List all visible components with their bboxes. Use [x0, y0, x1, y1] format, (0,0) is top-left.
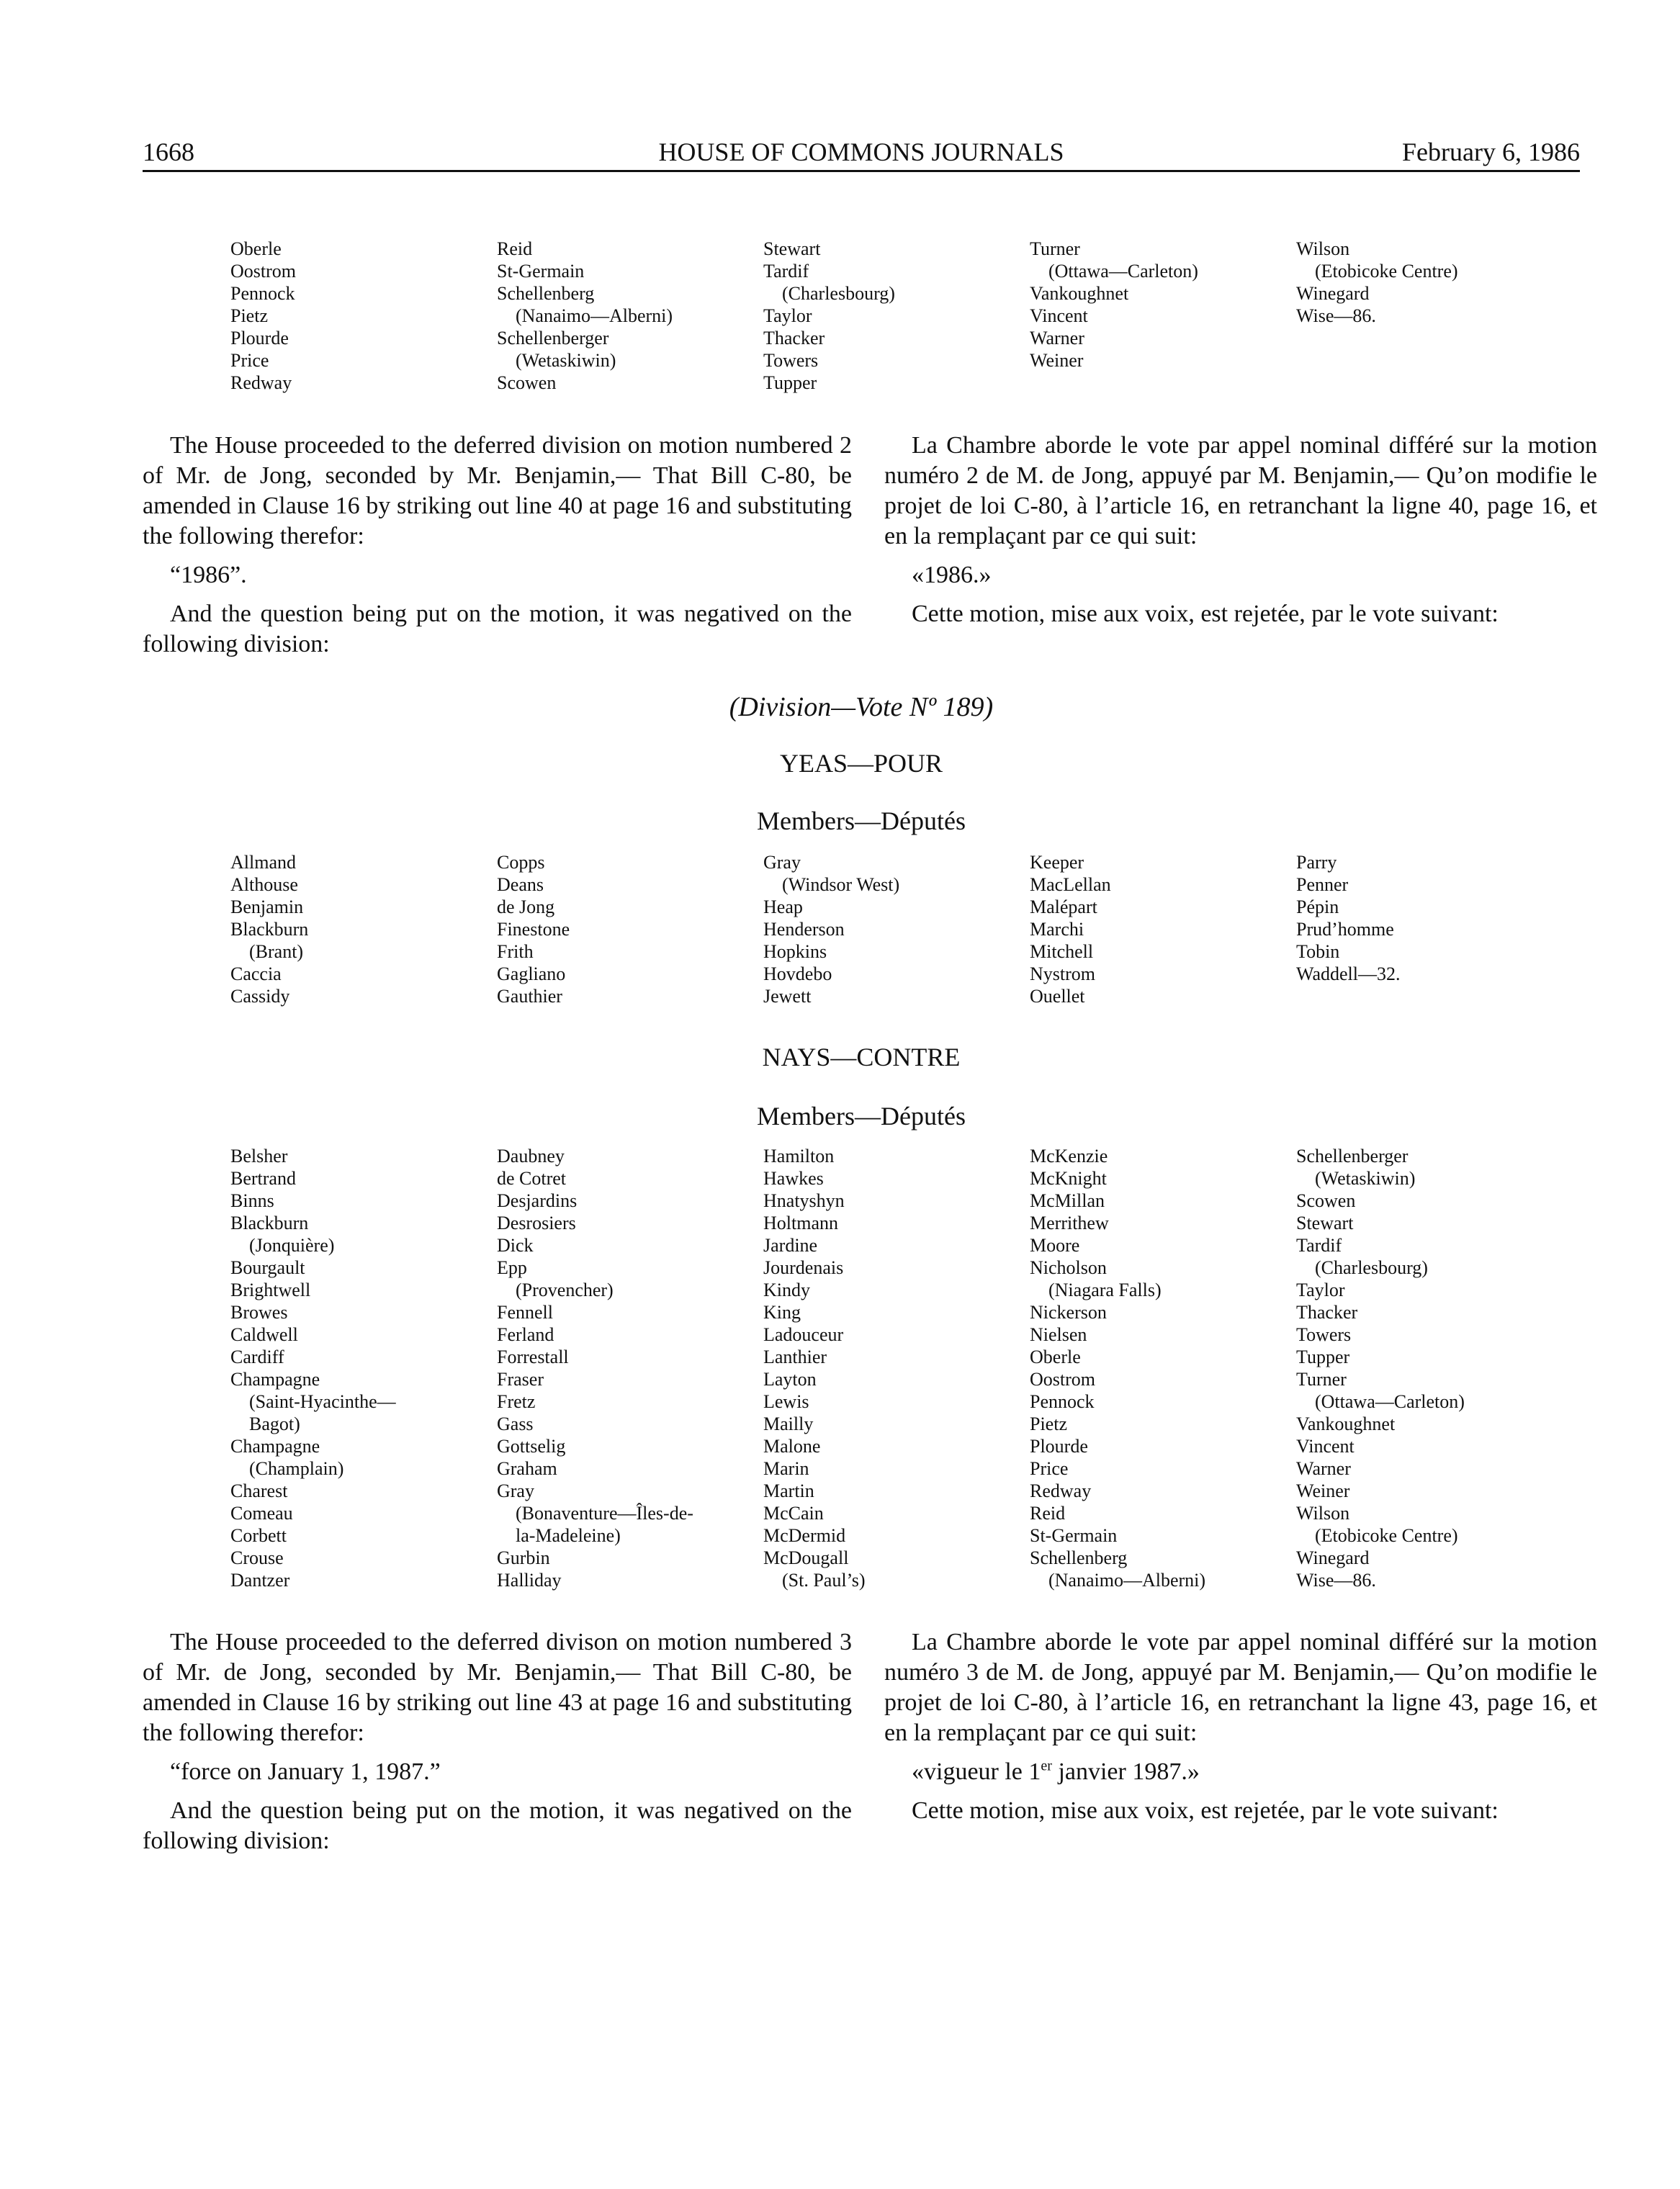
page-date: February 6, 1986 — [1402, 138, 1580, 166]
name-column — [230, 238, 482, 394]
member-name: Mailly — [763, 1413, 814, 1434]
yeas-heading: YEAS—POUR — [779, 749, 943, 778]
motion-3-fr-quote-start: «vigueur le 1 — [912, 1758, 1041, 1785]
member-name: Tardif — [763, 261, 809, 282]
member-name: Parry — [1296, 852, 1337, 873]
member-name: la-Madeleine) — [497, 1525, 621, 1546]
member-name: Towers — [1296, 1324, 1352, 1345]
member-name: Dantzer — [230, 1570, 290, 1591]
member-name: Wise—86. — [1296, 1570, 1376, 1591]
name-column — [763, 851, 1015, 1007]
member-name: Benjamin — [230, 896, 304, 917]
member-name: (Jonquière) — [230, 1235, 335, 1256]
motion-3-french — [884, 1627, 1597, 1826]
yeas-list — [230, 851, 1584, 1017]
member-name: Tobin — [1296, 941, 1340, 962]
member-name: Nickerson — [1030, 1302, 1107, 1323]
member-name: Corbett — [230, 1525, 287, 1546]
member-name: Vincent — [1030, 305, 1088, 326]
member-name: Marin — [763, 1458, 809, 1479]
member-name: Hawkes — [763, 1168, 824, 1189]
member-name: Redway — [1030, 1480, 1092, 1501]
name-column — [230, 1145, 482, 1591]
member-name: MacLellan — [1030, 874, 1111, 895]
member-name: Stewart — [763, 238, 821, 259]
member-name: Schellenberger — [497, 328, 609, 349]
member-name: Cassidy — [230, 986, 290, 1007]
member-name: Althouse — [230, 874, 298, 895]
member-name: Epp — [497, 1257, 527, 1278]
motion-2-en-text: The House proceeded to the deferred division on motion numbered 2 of Mr. de Jong, seconded by Mr. Benjamin,— That Bill C-80, be amended in Clause 16 by striking out line 40 at page 16 and substituting the following therefor: — [143, 432, 852, 549]
member-name: Gauthier — [497, 986, 562, 1007]
member-name: Caldwell — [230, 1324, 298, 1345]
member-name: (Windsor West) — [763, 874, 900, 895]
member-name: Turner — [1030, 238, 1080, 259]
member-name: Plourde — [1030, 1436, 1088, 1457]
member-name: Nielsen — [1030, 1324, 1087, 1345]
motion-3-en-text: The House proceeded to the deferred divison on motion numbered 3 of Mr. de Jong, seconded by Mr. Benjamin,— That Bill C-80, be amended in Clause 16 by striking out line 43 at page 16 and substituting the following therefor: — [143, 1629, 852, 1746]
motion-2-fr-quote: «1986.» — [912, 562, 992, 588]
member-name: Hovdebo — [763, 963, 832, 984]
member-name: Schellenberger — [1296, 1146, 1409, 1167]
member-name: de Jong — [497, 896, 555, 917]
nays-members-heading: Members—Députés — [757, 1102, 966, 1131]
member-name: (Ottawa—Carleton) — [1296, 1391, 1465, 1412]
name-column — [1296, 1145, 1548, 1591]
member-name: Wilson — [1296, 238, 1350, 259]
member-name: Wise—86. — [1296, 305, 1376, 326]
member-name: Dick — [497, 1235, 534, 1256]
member-name: Allmand — [230, 852, 296, 873]
name-column — [1296, 851, 1548, 985]
member-name: Oberle — [230, 238, 282, 259]
motion-2-french — [884, 431, 1597, 629]
member-name: Cardiff — [230, 1347, 284, 1367]
page-header — [143, 134, 1580, 172]
member-name: Heap — [763, 896, 803, 917]
member-name: Winegard — [1296, 1547, 1370, 1568]
member-name: Holtmann — [763, 1213, 838, 1233]
member-name: Layton — [763, 1369, 817, 1390]
member-name: Tardif — [1296, 1235, 1342, 1256]
member-name: Wilson — [1296, 1503, 1350, 1524]
name-column — [1296, 238, 1548, 327]
member-name: Desrosiers — [497, 1213, 576, 1233]
member-name: Champagne — [230, 1436, 320, 1457]
journal-title: HOUSE OF COMMONS JOURNALS — [658, 138, 1064, 166]
motion-3-fr-quote — [884, 1757, 1597, 1787]
motion-3-en-quote: “force on January 1, 1987.” — [170, 1758, 441, 1785]
member-name: Warner — [1030, 328, 1084, 349]
member-name: (Charlesbourg) — [763, 283, 895, 304]
member-name: Merrithew — [1030, 1213, 1109, 1233]
member-name: Frith — [497, 941, 534, 962]
member-name: Lanthier — [763, 1347, 827, 1367]
member-name: Gagliano — [497, 963, 566, 984]
member-name: Turner — [1296, 1369, 1347, 1390]
motion-3-fr-quote-superscript: er — [1041, 1758, 1052, 1774]
member-name: (Wetaskiwin) — [1296, 1168, 1416, 1189]
member-name: Daubney — [497, 1146, 565, 1167]
member-name: Vankoughnet — [1296, 1413, 1396, 1434]
member-name: Henderson — [763, 919, 845, 940]
member-name: Bertrand — [230, 1168, 296, 1189]
member-name: de Cotret — [497, 1168, 567, 1189]
member-name: Mitchell — [1030, 941, 1094, 962]
member-name: Jewett — [763, 986, 812, 1007]
member-name: Caccia — [230, 963, 282, 984]
member-name: Taylor — [763, 305, 812, 326]
member-name: Binns — [230, 1190, 274, 1211]
member-name: Reid — [1030, 1503, 1066, 1524]
member-name: Keeper — [1030, 852, 1084, 873]
member-name: Warner — [1296, 1458, 1351, 1479]
member-name: Weiner — [1030, 350, 1084, 371]
member-name: Scowen — [497, 372, 557, 393]
name-column — [763, 238, 1015, 394]
member-name: Bagot) — [230, 1413, 300, 1434]
member-name: Finestone — [497, 919, 570, 940]
member-name: (Saint-Hyacinthe— — [230, 1391, 396, 1412]
member-name: Belsher — [230, 1146, 288, 1167]
member-name: Marchi — [1030, 919, 1084, 940]
motion-2-en-quote: “1986”. — [170, 562, 247, 588]
member-name: Scowen — [1296, 1190, 1356, 1211]
motion-3-en-result: And the question being put on the motion, it was negatived on the following division: — [143, 1797, 852, 1854]
member-name: Gass — [497, 1413, 534, 1434]
member-name: Pietz — [230, 305, 268, 326]
member-name: (St. Paul’s) — [763, 1570, 866, 1591]
member-name: Pennock — [230, 283, 295, 304]
name-column — [497, 851, 749, 1007]
member-name: (Charlesbourg) — [1296, 1257, 1428, 1278]
member-name: Ferland — [497, 1324, 554, 1345]
motion-3-fr-result: Cette motion, mise aux voix, est rejetée, par le vote suivant: — [912, 1797, 1499, 1824]
member-name: Nicholson — [1030, 1257, 1107, 1278]
member-name: Desjardins — [497, 1190, 578, 1211]
member-name: Blackburn — [230, 919, 309, 940]
motion-3-fr-quote-end: janvier 1987.» — [1051, 1758, 1200, 1785]
member-name: Charest — [230, 1480, 288, 1501]
nays-list — [230, 1145, 1584, 1599]
motion-2-fr-text: La Chambre aborde le vote par appel nominal différé sur la motion numéro 2 de M. de Jong, appuyé par M. Benjamin,— Qu’on modifie le projet de loi C-80, à l’article 16, en retranchant la ligne 40, page 16, et en la remplaçant par ce qui suit: — [884, 432, 1597, 549]
motion-2-english — [143, 431, 852, 660]
member-name: (Wetaskiwin) — [497, 350, 616, 371]
member-name: Winegard — [1296, 283, 1370, 304]
member-name: Ouellet — [1030, 986, 1085, 1007]
motion-2-en-result: And the question being put on the motion, it was negatived on the following division: — [143, 601, 852, 657]
member-name: McKnight — [1030, 1168, 1107, 1189]
name-column — [1030, 238, 1282, 372]
member-name: Kindy — [763, 1280, 810, 1300]
nays-heading: NAYS—CONTRE — [762, 1043, 961, 1071]
name-column — [230, 851, 482, 1007]
member-name: Moore — [1030, 1235, 1080, 1256]
member-name: Oostrom — [230, 261, 296, 282]
member-name: Browes — [230, 1302, 288, 1323]
member-name: Reid — [497, 238, 533, 259]
member-name: (Etobicoke Centre) — [1296, 261, 1458, 282]
member-name: (Nanaimo—Alberni) — [1030, 1570, 1206, 1591]
name-column — [497, 238, 749, 394]
name-column — [497, 1145, 749, 1591]
member-name: Fennell — [497, 1302, 553, 1323]
member-name: Hamilton — [763, 1146, 835, 1167]
motion-3-fr-text: La Chambre aborde le vote par appel nominal différé sur la motion numéro 3 de M. de Jong, appuyé par M. Benjamin,— Qu’on modifie le projet de loi C-80, à l’article 16, en retranchant la ligne 43, page 16, et en la remplaçant par ce qui suit: — [884, 1629, 1597, 1746]
member-name: Price — [230, 350, 269, 371]
member-name: Thacker — [1296, 1302, 1358, 1323]
member-name: McCain — [763, 1503, 824, 1524]
member-name: Vankoughnet — [1030, 283, 1129, 304]
member-name: King — [763, 1302, 801, 1323]
member-name: Lewis — [763, 1391, 809, 1412]
member-name: Forrestall — [497, 1347, 569, 1367]
member-name: Deans — [497, 874, 544, 895]
member-name: Comeau — [230, 1503, 293, 1524]
member-name: Malépart — [1030, 896, 1097, 917]
motion-2-fr-result: Cette motion, mise aux voix, est rejetée, par le vote suivant: — [912, 601, 1499, 627]
member-name: Brightwell — [230, 1280, 311, 1300]
member-name: Plourde — [230, 328, 289, 349]
member-name: Vincent — [1296, 1436, 1355, 1457]
member-name: Tupper — [1296, 1347, 1350, 1367]
member-name: McDermid — [763, 1525, 846, 1546]
member-name: Gurbin — [497, 1547, 550, 1568]
member-name: Crouse — [230, 1547, 284, 1568]
name-column — [1030, 1145, 1282, 1591]
member-name: Schellenberg — [1030, 1547, 1128, 1568]
member-name: St-Germain — [497, 261, 585, 282]
member-name: Pennock — [1030, 1391, 1095, 1412]
member-name: Hnatyshyn — [763, 1190, 845, 1211]
member-name: Pietz — [1030, 1413, 1067, 1434]
yeas-members-heading: Members—Députés — [757, 806, 966, 835]
member-name: (Champlain) — [230, 1458, 344, 1479]
member-name: Bourgault — [230, 1257, 305, 1278]
member-name: Towers — [763, 350, 819, 371]
member-name: Nystrom — [1030, 963, 1095, 984]
member-name: (Etobicoke Centre) — [1296, 1525, 1458, 1546]
member-name: Penner — [1296, 874, 1349, 895]
member-name: (Brant) — [230, 941, 304, 962]
member-name: (Bonaventure—Îles-de- — [497, 1503, 693, 1524]
member-name: (Niagara Falls) — [1030, 1280, 1162, 1300]
member-name: Waddell—32. — [1296, 963, 1401, 984]
member-name: Gray — [497, 1480, 534, 1501]
name-column — [1030, 851, 1282, 1007]
member-name: Champagne — [230, 1369, 320, 1390]
member-name: Pépin — [1296, 896, 1339, 917]
member-name: Copps — [497, 852, 545, 873]
member-name: St-Germain — [1030, 1525, 1118, 1546]
member-name: Gray — [763, 852, 801, 873]
member-name: Price — [1030, 1458, 1069, 1479]
member-name: (Ottawa—Carleton) — [1030, 261, 1198, 282]
continued-nays-list — [230, 238, 1584, 403]
member-name: (Provencher) — [497, 1280, 614, 1300]
member-name: McMillan — [1030, 1190, 1105, 1211]
page-number: 1668 — [143, 138, 194, 166]
member-name: Jourdenais — [763, 1257, 844, 1278]
member-name: Schellenberg — [497, 283, 595, 304]
member-name: Oostrom — [1030, 1369, 1095, 1390]
member-name: Halliday — [497, 1570, 562, 1591]
member-name: Fraser — [497, 1369, 544, 1390]
member-name: Weiner — [1296, 1480, 1350, 1501]
member-name: Malone — [763, 1436, 821, 1457]
member-name: Hopkins — [763, 941, 827, 962]
member-name: Thacker — [763, 328, 825, 349]
member-name: Fretz — [497, 1391, 536, 1412]
member-name: Taylor — [1296, 1280, 1345, 1300]
member-name: Redway — [230, 372, 292, 393]
member-name: Graham — [497, 1458, 557, 1479]
member-name: Prud’homme — [1296, 919, 1394, 940]
member-name: (Nanaimo—Alberni) — [497, 305, 673, 326]
member-name: Tupper — [763, 372, 817, 393]
member-name: McKenzie — [1030, 1146, 1108, 1167]
name-column — [763, 1145, 1015, 1591]
division-heading: (Division—Vote Nº 189) — [729, 692, 994, 722]
member-name: Gottselig — [497, 1436, 566, 1457]
member-name: Jardine — [763, 1235, 818, 1256]
member-name: Ladouceur — [763, 1324, 844, 1345]
member-name: Blackburn — [230, 1213, 309, 1233]
member-name: Oberle — [1030, 1347, 1081, 1367]
motion-3-english — [143, 1627, 852, 1856]
member-name: Martin — [763, 1480, 814, 1501]
member-name: McDougall — [763, 1547, 849, 1568]
member-name: Stewart — [1296, 1213, 1354, 1233]
